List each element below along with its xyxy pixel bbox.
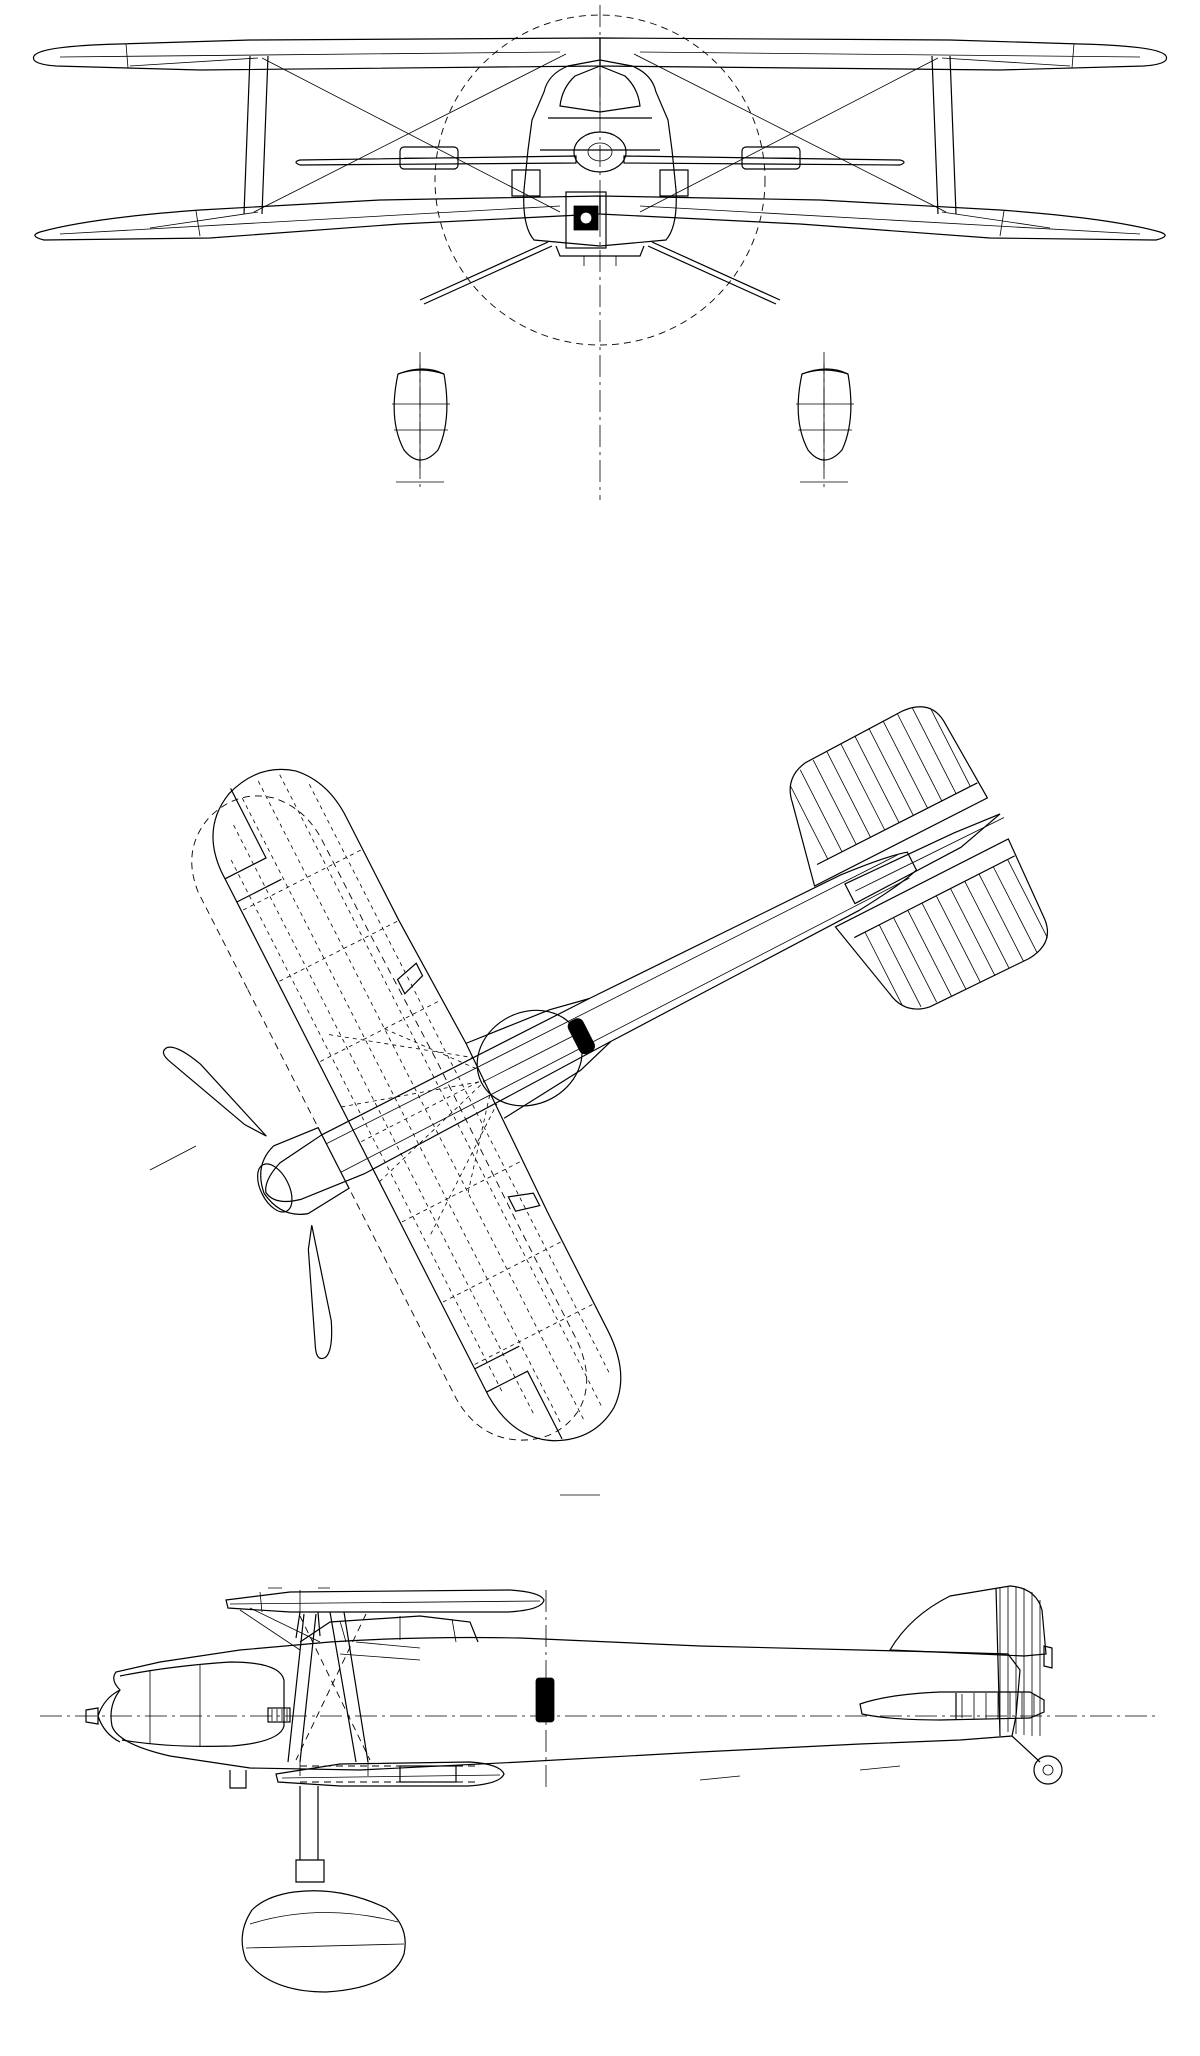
- side-view: [0, 1530, 1200, 2056]
- lower-wing-right-tip-rib: [1000, 211, 1004, 236]
- gear-leg-left: [420, 242, 552, 304]
- wheel-fairing-right-lines: [796, 404, 854, 430]
- nose-detail-circle: [580, 212, 592, 224]
- side-view-drawing: [0, 1530, 1200, 2056]
- upper-wing-side-chord-line: [230, 1601, 540, 1604]
- fuselage-side-panel-lines: [340, 1642, 420, 1660]
- tailplane-left: [762, 695, 988, 886]
- bracing-wire-left-outer: [130, 58, 258, 228]
- propeller-blade-plan-2: [263, 1225, 368, 1360]
- cockpit-headrest-dark: [566, 1017, 597, 1056]
- front-view-drawing: [0, 0, 1200, 510]
- gear-leg-right: [648, 242, 780, 304]
- fuselage-plan-panel-lines: [326, 853, 911, 1172]
- belly-fairing-side: [230, 1770, 246, 1788]
- lower-wing-right: [600, 196, 1165, 240]
- upper-wing-plan-outline: [189, 745, 649, 1466]
- fuselage-side-outline: [111, 1638, 1020, 1771]
- interplane-strut-side-rear: [330, 1612, 368, 1762]
- upper-wing-ribs: [205, 761, 623, 1446]
- cabane-strut-front: [296, 1612, 320, 1638]
- rear-fuselage-dark-fitting: [536, 1678, 554, 1722]
- upper-wing-left-inner-line: [60, 52, 560, 57]
- upper-wing-left: [33, 38, 600, 70]
- wing-root-fairing-right: [495, 1041, 620, 1118]
- construction-tick-1: [150, 1146, 196, 1170]
- propeller-blade-right: [624, 156, 904, 165]
- spinner-plan: [251, 1158, 300, 1217]
- bracing-wire-right: [634, 54, 946, 212]
- bracing-wire-right-outer: [942, 58, 1070, 228]
- plan-view-rotated-group: [69, 510, 1167, 1527]
- lower-wing-left-tip-rib: [196, 211, 200, 236]
- interplane-strut-left: [244, 56, 268, 214]
- fin-side: [890, 1586, 1046, 1656]
- gear-leg-fairing: [296, 1860, 324, 1882]
- front-view: [0, 0, 1200, 510]
- lower-wing-walkway-panel: [400, 1766, 456, 1782]
- wheel-fairing-lower-seam: [246, 1944, 404, 1948]
- upper-wing-right: [600, 38, 1167, 70]
- upper-wing-right-inner-line: [640, 52, 1140, 57]
- elevator-hinge-left: [817, 783, 977, 865]
- aileron-upper-right: [475, 1346, 566, 1460]
- bracing-wire-left: [254, 54, 566, 212]
- main-gear-leg-side: [300, 1786, 318, 1860]
- upper-wing-side: [226, 1590, 544, 1612]
- lower-wing-plan-outline: [168, 772, 611, 1465]
- wing-root-fairing-left: [466, 984, 589, 1057]
- cowl-panel-joints: [150, 1665, 200, 1746]
- interplane-strut-right: [932, 56, 956, 214]
- tailwheel-leg: [1012, 1736, 1040, 1762]
- lower-wing-side-chord-line: [282, 1775, 500, 1778]
- main-wheel-fairing-side: [242, 1891, 405, 1992]
- interplane-strut-side-front: [288, 1614, 316, 1762]
- cowl-side-panel: [120, 1662, 284, 1746]
- tail-wheel: [1034, 1756, 1062, 1784]
- propeller-blade-plan-1: [162, 1026, 267, 1161]
- wheel-fairing-seam: [250, 1912, 398, 1924]
- propeller-blade-left: [296, 156, 576, 165]
- wheel-fairing-left-lines: [392, 404, 450, 430]
- aileron-upper-left: [190, 787, 282, 902]
- top-view-drawing: [0, 510, 1200, 1530]
- construction-marks-rear: [700, 1766, 900, 1780]
- wheel-fairing-left: [394, 369, 447, 460]
- upper-wing-spars: [243, 848, 596, 1364]
- top-view: [0, 510, 1200, 1530]
- strut-root-fairing-right: [508, 1186, 539, 1216]
- fin-plan: [845, 807, 1006, 904]
- fuselage-plan-outline: [254, 840, 925, 1218]
- tailplane-right: [835, 839, 1061, 1030]
- exhaust-grille-hatching: [272, 1709, 287, 1721]
- elevator-hatching-left: [783, 699, 970, 859]
- lower-wing-left: [35, 196, 600, 240]
- tail-wheel-hub: [1043, 1765, 1053, 1775]
- elevator-side-hatching: [962, 1692, 1034, 1719]
- wheel-fairing-right: [798, 369, 851, 460]
